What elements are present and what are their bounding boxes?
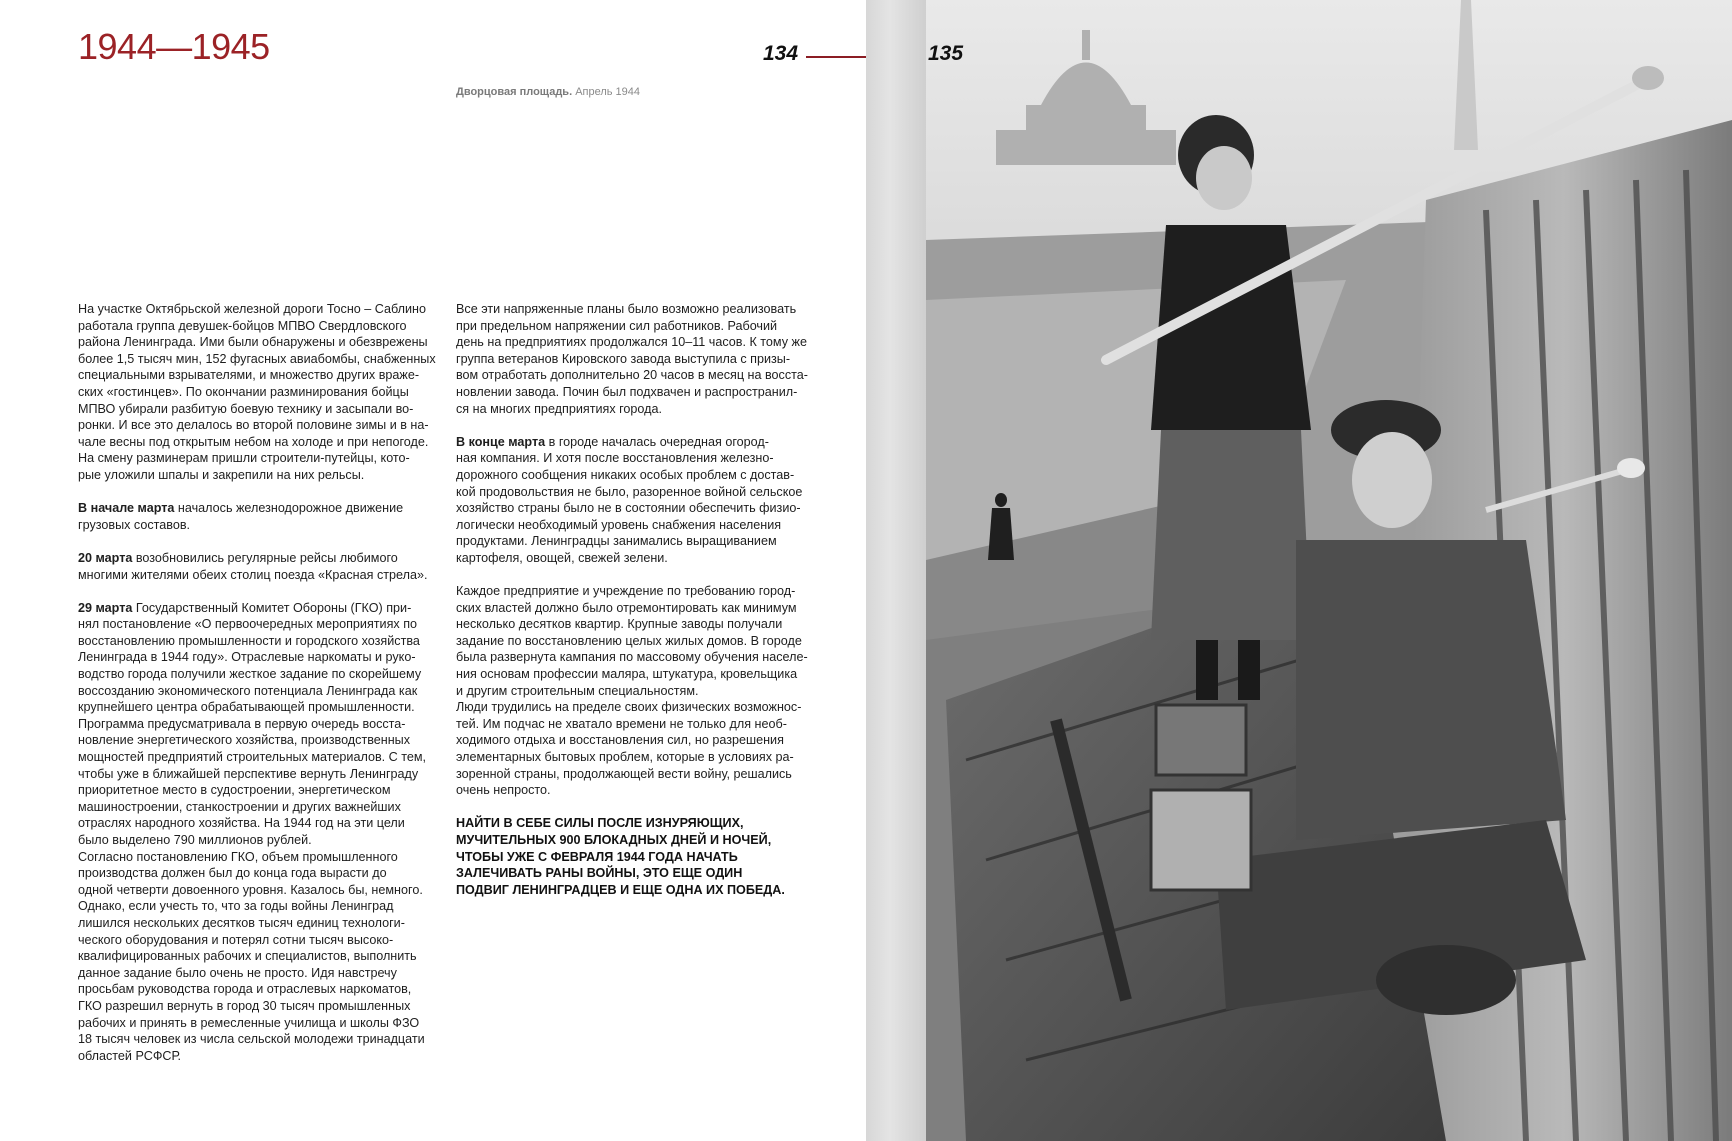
- text-line-body: логически необходимый уровень снабжения населения: [456, 517, 782, 532]
- text-line-body: МПВО убирали разбитую боевую технику и засыпали во-: [78, 401, 414, 416]
- text-line: [456, 351, 816, 368]
- text-line-body: чтобы уже в ближайшей перспективе вернуть Ленинграду: [78, 766, 419, 781]
- text-line: [78, 666, 438, 683]
- text-line: [78, 334, 438, 351]
- text-line-body: Согласно постановлению ГКО, объем промышленного: [78, 849, 398, 864]
- pull-quote-line: ЗАЛЕЧИВАТЬ РАНЫ ВОЙНЫ, ЭТО ЕЩЕ ОДИН: [456, 866, 743, 881]
- text-line: [456, 384, 816, 401]
- text-line-body: дорожного сообщения никаких особых проблем с достав-: [456, 467, 795, 482]
- text-line: [456, 666, 816, 683]
- text-line-body: ческого оборудования и потерял сотни тысяч высоко-: [78, 932, 394, 947]
- text-line-body: восстановлению промышленности и городского хозяйства: [78, 633, 420, 648]
- paragraph: [456, 583, 816, 799]
- text-line: [78, 384, 438, 401]
- paragraph-lead: В начале марта: [78, 501, 175, 516]
- text-line-body: На участке Октябрьской железной дороги Тосно – Саблино: [78, 302, 427, 316]
- text-line-body: лишился нескольких десятков тысяч единиц технологи-: [78, 915, 405, 930]
- text-line-body: вом отработать дополнительно 20 часов в месяц на восста-: [456, 368, 808, 383]
- text-line: [78, 782, 438, 799]
- text-line-body: нял постановление «О первоочередных мероприятиях по: [78, 617, 418, 632]
- text-line: [78, 517, 438, 534]
- text-line-body: приоритетное место в судостроении, энергетическом: [78, 783, 391, 798]
- text-line-body: Ленинграда в 1944 году». Отраслевые наркоматы и руко-: [78, 650, 416, 665]
- text-line: [78, 865, 438, 882]
- text-line: [78, 600, 438, 617]
- text-line-body: день на предприятиях продолжался 10–11 часов. К тому же: [456, 335, 807, 350]
- text-line: [78, 815, 438, 832]
- paragraph-lead: 29 марта: [78, 600, 133, 615]
- text-line: [78, 998, 438, 1015]
- text-line-body: элементарных бытовых проблем, которые в условиях ра-: [456, 750, 794, 765]
- text-line-body: водство города получили жесткое задание по скорейшему: [78, 667, 422, 682]
- text-line-body: чале весны под открытым небом на холоде и при непогоде.: [78, 434, 429, 449]
- paragraph: [456, 301, 816, 417]
- text-line-body: ходимого отдыха и восстановления сил, но разрешения: [456, 733, 784, 748]
- paint-buckets: [1151, 705, 1251, 890]
- text-line-body: ся на многих предприятиях города.: [456, 401, 663, 416]
- text-line: [456, 683, 816, 700]
- text-line-body: новлении завода. Почин был подхвачен и распространил-: [456, 384, 798, 399]
- text-line: [78, 699, 438, 716]
- text-line-body: картофеля, овощей, свежей зелени.: [456, 550, 668, 565]
- text-line: [456, 434, 816, 451]
- text-line-body: тей. Им подчас не хватало времени не только для необ-: [456, 716, 787, 731]
- text-line: [78, 948, 438, 965]
- text-line-body: продуктами. Ленинградцы занимались выращиванием: [456, 534, 777, 549]
- text-line: [456, 716, 816, 733]
- text-line-body: района Ленинграда. Ими были обнаружены и обезврежены: [78, 335, 428, 350]
- text-line: [78, 1031, 438, 1048]
- text-line: [78, 766, 438, 783]
- text-line-body: ная компания. И хотя после восстановления железно-: [456, 451, 774, 466]
- page-number-right: 135: [928, 42, 964, 65]
- text-line-body: Все эти напряженные планы было возможно реализовать: [456, 302, 797, 316]
- text-line: [78, 550, 438, 567]
- text-line: [456, 301, 816, 318]
- paragraph-lead: В конце марта: [456, 434, 546, 449]
- text-line-body: началось железнодорожное движение: [174, 501, 404, 516]
- page-number-left: 134: [763, 42, 799, 65]
- text-line-body: ГКО разрешил вернуть в город 30 тысяч промышленных: [78, 998, 411, 1013]
- text-line: [456, 467, 816, 484]
- text-line: [456, 550, 816, 567]
- text-line: [78, 301, 438, 318]
- text-line-body: и другим строительным специальностям.: [456, 683, 699, 698]
- text-line-body: хозяйство страны было не в состоянии обеспечить физио-: [456, 501, 801, 516]
- text-line: [78, 367, 438, 384]
- text-line: [78, 401, 438, 418]
- text-line-body: несколько десятков квартир. Крупные заводы получали: [456, 617, 783, 632]
- text-line-body: кой продовольствия не было, разоренное войной сельское: [456, 484, 803, 499]
- text-line: [78, 898, 438, 915]
- text-line: [78, 716, 438, 733]
- text-line-body: Каждое предприятие и учреждение по требованию город-: [456, 584, 796, 599]
- text-line-body: было выделено 790 миллионов рублей.: [78, 833, 312, 847]
- text-line-body: На смену разминерам пришли строители-путейцы, кото-: [78, 451, 410, 466]
- text-line-body: производства должен был до конца года вырасти до: [78, 866, 387, 881]
- text-line-body: Люди трудились на пределе своих физических возможнос-: [456, 700, 802, 715]
- text-line: [456, 616, 816, 633]
- text-line-body: машиностроении, станкостроении и других важнейших: [78, 799, 401, 814]
- text-line-body: отраслях народного хозяйства. На 1944 год на эти цели: [78, 816, 405, 831]
- text-line: [456, 633, 816, 650]
- text-line: [456, 600, 816, 617]
- text-line: [78, 1048, 438, 1065]
- text-line: [78, 616, 438, 633]
- text-line: [456, 699, 816, 716]
- text-line-body: задание по восстановлению целых жилых домов. В городе: [456, 633, 802, 648]
- photo-illustration: [926, 0, 1732, 1141]
- text-line: [456, 334, 816, 351]
- text-line: [78, 417, 438, 434]
- text-line: [78, 450, 438, 467]
- text-line: [78, 633, 438, 650]
- text-line: [78, 915, 438, 932]
- text-line: [456, 318, 816, 335]
- text-line: [456, 367, 816, 384]
- paragraph: [456, 434, 816, 567]
- text-line-body: группа ветеранов Кировского завода выступила с призы-: [456, 351, 791, 366]
- text-column-2-body: [456, 301, 816, 799]
- text-line-body: 18 тысяч человек из числа сельской молодежи тринадцати: [78, 1032, 425, 1047]
- section-title: 1944—1945: [78, 26, 270, 67]
- photo-women-painting-facade: [926, 0, 1732, 1141]
- text-line-body: ских властей должно было отремонтировать как минимум: [456, 600, 797, 615]
- text-line: [456, 766, 816, 783]
- text-line-body: возобновились регулярные рейсы любимого: [132, 550, 398, 565]
- text-line-body: ронки. И все это делалось во второй половине зимы и в на-: [78, 418, 429, 433]
- paragraph: [78, 550, 438, 583]
- text-line-body: Государственный Комитет Обороны (ГКО) при-: [132, 600, 412, 615]
- text-line: [456, 749, 816, 766]
- text-line-body: многими жителями обеих столиц поезда «Красная стрела».: [78, 567, 428, 582]
- text-line: [78, 832, 438, 849]
- text-line-body: данное задание было очень не просто. Идя навстречу: [78, 965, 397, 980]
- book-gutter: [866, 0, 926, 1141]
- text-line-body: была развернута кампания по массовому обучения населе-: [456, 650, 808, 665]
- text-line-body: областей РСФСР.: [78, 1048, 182, 1063]
- text-line-body: грузовых составов.: [78, 517, 191, 532]
- text-line-body: крупнейшего центра обрабатывающей промышленности.: [78, 700, 415, 715]
- text-line: [456, 484, 816, 501]
- text-line: [78, 683, 438, 700]
- text-line: [78, 932, 438, 949]
- text-column-1: [78, 301, 438, 1081]
- paragraph: [78, 600, 438, 1065]
- text-line: [78, 965, 438, 982]
- text-line-body: ния основам профессии маляра, штукатура, кровельщика: [456, 667, 798, 682]
- text-line-body: работала группа девушек-бойцов МПВО Свердловского: [78, 318, 407, 333]
- text-line: [456, 649, 816, 666]
- paragraph: [78, 301, 438, 484]
- text-line: [456, 583, 816, 600]
- text-line-body: новление энергетического хозяйства, производственных: [78, 733, 411, 748]
- text-line: [78, 351, 438, 368]
- pull-quote-line: ПОДВИГ ЛЕНИНГРАДЦЕВ И ЕЩЕ ОДНА ИХ ПОБЕДА.: [456, 882, 785, 897]
- text-line-body: рабочих и принять в ремесленные училища и школы ФЗО: [78, 1015, 420, 1030]
- text-line: [78, 567, 438, 584]
- text-line: [78, 1015, 438, 1032]
- text-line: [456, 533, 816, 550]
- caption-place: Дворцовая площадь.: [456, 86, 573, 98]
- pull-quote: [456, 815, 816, 898]
- text-line-body: рые уложили шпалы и закрепили на них рельсы.: [78, 467, 365, 482]
- text-line-body: просьбам руководства города и отраслевых наркоматов,: [78, 982, 412, 997]
- text-line: [78, 467, 438, 484]
- text-line-body: одной четверти довоенного уровня. Казалось бы, немного.: [78, 882, 423, 897]
- text-line: [456, 782, 816, 799]
- text-line: [78, 882, 438, 899]
- text-line: [456, 517, 816, 534]
- text-line: [78, 732, 438, 749]
- text-line: [456, 450, 816, 467]
- text-line: [78, 649, 438, 666]
- pull-quote-line: ЧТОБЫ УЖЕ С ФЕВРАЛЯ 1944 ГОДА НАЧАТЬ: [456, 849, 738, 864]
- pull-quote-line: НАЙТИ В СЕБЕ СИЛЫ ПОСЛЕ ИЗНУРЯЮЩИХ,: [456, 816, 744, 831]
- text-line: [78, 849, 438, 866]
- pull-quote-line: МУЧИТЕЛЬНЫХ 900 БЛОКАДНЫХ ДНЕЙ И НОЧЕЙ,: [456, 833, 772, 847]
- text-line-body: очень непросто.: [456, 783, 551, 798]
- text-line-body: зоренной страны, продолжающей вести войну, решались: [456, 766, 792, 781]
- text-line-body: специальными взрывателями, и множество других враже-: [78, 368, 420, 383]
- text-line-body: мощностей предприятий строительных материалов. С тем,: [78, 750, 427, 765]
- text-line: [78, 799, 438, 816]
- text-line: [78, 500, 438, 517]
- text-line-body: Программа предусматривала в первую очередь восста-: [78, 716, 406, 731]
- text-line-body: квалифицированных рабочих и специалистов, выполнить: [78, 949, 417, 964]
- caption-date: Апрель 1944: [575, 86, 641, 98]
- paragraph: [78, 500, 438, 533]
- photo-caption: [456, 86, 640, 98]
- text-line: [456, 401, 816, 418]
- text-line: [78, 981, 438, 998]
- text-line-body: более 1,5 тысяч мин, 152 фугасных авиабомбы, снабженных: [78, 351, 436, 366]
- text-line-body: Однако, если учесть то, что за годы войны Ленинград: [78, 899, 394, 914]
- text-line: [456, 500, 816, 517]
- text-line-body: в городе началась очередная огород-: [545, 434, 769, 449]
- text-line: [78, 318, 438, 335]
- text-line-body: ских «гостинцев». По окончании разминирования бойцы: [78, 384, 409, 399]
- text-line: [78, 434, 438, 451]
- text-column-2: [456, 301, 816, 898]
- text-line-body: воссозданию экономического потенциала Ленинграда как: [78, 683, 418, 698]
- text-line-body: при предельном напряжении сил работников. Рабочий: [456, 318, 778, 333]
- text-line: [456, 732, 816, 749]
- paragraph-lead: 20 марта: [78, 550, 133, 565]
- text-line: [78, 749, 438, 766]
